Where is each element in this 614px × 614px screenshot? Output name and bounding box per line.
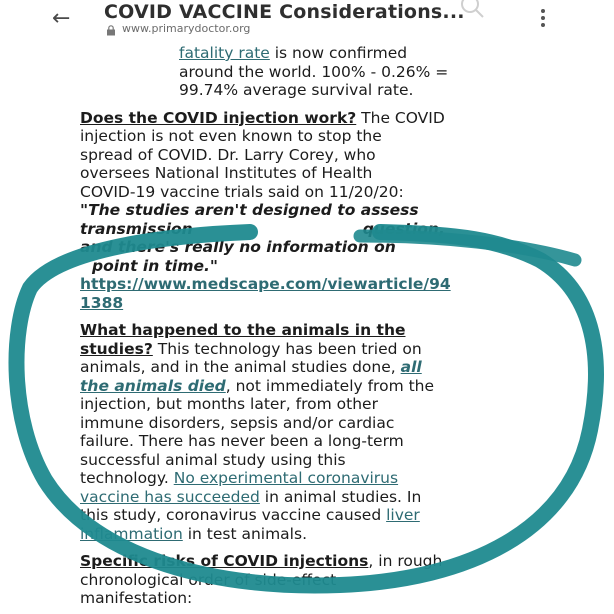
article-line: injection, but months later, from other xyxy=(80,395,378,413)
text-span: this study, coronavirus vaccine caused xyxy=(80,506,387,524)
section-heading: What happened to the animals in the xyxy=(80,321,406,339)
article-line: successful animal study using this xyxy=(80,450,346,469)
article-line: around the world. 100% - 0.26% = xyxy=(179,62,449,81)
text-span: animals, and in the animal studies done, xyxy=(80,358,401,376)
liver-link[interactable]: liver xyxy=(386,506,420,524)
article-line: 99.74% average survival rate. xyxy=(179,81,414,99)
text-span: in animal studies. In xyxy=(259,487,422,506)
article-line xyxy=(80,358,540,377)
article-line: immune disorders, sepsis and/or cardiac xyxy=(80,413,395,432)
article-line xyxy=(80,377,540,396)
article-line: manifestation: xyxy=(80,589,193,607)
vaccine-succeeded-link[interactable]: vaccine has succeeded xyxy=(80,487,260,506)
article-body xyxy=(80,36,540,608)
article-line: failure. There has never been a long-term xyxy=(80,432,404,450)
spacer xyxy=(80,312,540,321)
medscape-link-cont[interactable]: 1388 xyxy=(80,293,124,312)
cropped-line xyxy=(80,36,85,44)
no-experimental-link[interactable]: No experimental coronavirus xyxy=(173,469,399,487)
section-heading: Does the COVID injection work? xyxy=(80,108,357,127)
article-line xyxy=(80,469,540,488)
lock-icon xyxy=(106,25,116,36)
text-span: The COVID xyxy=(356,108,445,127)
quote-line: and there's really no information on xyxy=(80,238,396,256)
article-line xyxy=(80,506,540,525)
search-icon[interactable] xyxy=(458,0,486,20)
article-line: COVID-19 vaccine trials said on 11/20/20: xyxy=(80,182,404,201)
text-span: transmission xyxy=(80,219,193,238)
text-span: This technology has been tried on xyxy=(152,339,422,358)
url-text[interactable]: www.primarydoctor.org xyxy=(122,22,251,35)
fatality-rate-link[interactable]: fatality rate xyxy=(179,44,270,62)
text-span: question, xyxy=(362,219,445,238)
article-line: oversees National Institutes of Health xyxy=(80,164,373,182)
text-span: , not immediately from the xyxy=(225,376,435,395)
article-line: injection is not even known to stop the xyxy=(80,127,382,145)
more-menu-icon[interactable] xyxy=(540,9,546,31)
article-line xyxy=(80,552,540,571)
article-line xyxy=(80,340,540,359)
section-heading: studies? xyxy=(80,339,153,358)
article-line xyxy=(80,525,540,544)
text-span: is now confirmed xyxy=(269,44,408,62)
medscape-link[interactable]: https://www.medscape.com/viewarticle/94 xyxy=(80,275,451,293)
text-span: technology. xyxy=(80,469,174,487)
inflammation-link[interactable]: inflammation xyxy=(80,524,183,543)
quote-line: point in time." xyxy=(92,256,218,275)
quote-line xyxy=(80,220,540,239)
article-line: spread of COVID. Dr. Larry Corey, who xyxy=(80,145,376,164)
spacer xyxy=(80,543,540,552)
page-title: COVID VACCINE Considerations... xyxy=(104,1,465,23)
article-line: chronological order of side-effect xyxy=(80,570,337,589)
text-span: , in rough xyxy=(368,552,443,570)
spacer xyxy=(80,100,540,109)
article-line xyxy=(80,488,540,507)
text-span: in test animals. xyxy=(182,524,307,543)
article-line xyxy=(80,36,540,44)
all-link[interactable]: all xyxy=(400,358,422,376)
animals-died-link[interactable]: the animals died xyxy=(80,376,226,395)
section-heading: Specific risks of COVID injections xyxy=(80,552,369,570)
article-line xyxy=(80,44,540,63)
back-arrow-icon[interactable]: ← xyxy=(52,6,71,31)
quote-line: "The studies aren't designed to assess xyxy=(80,201,419,219)
article-line xyxy=(80,109,540,128)
